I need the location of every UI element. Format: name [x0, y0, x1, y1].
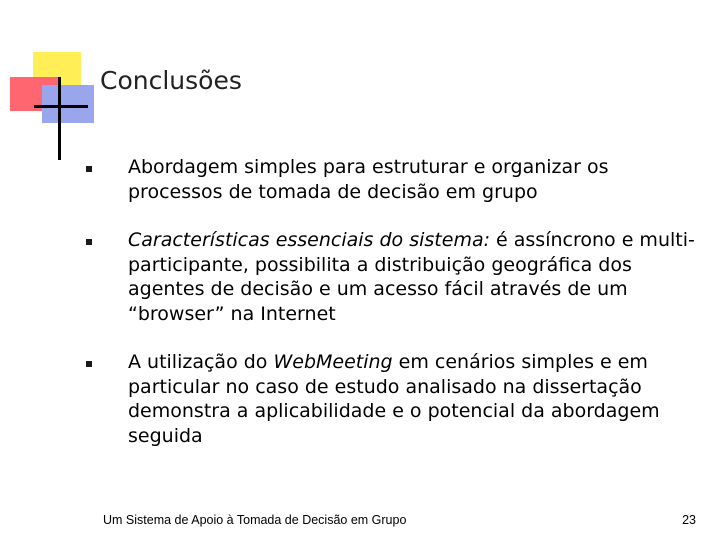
page-number: 23	[682, 513, 696, 527]
bullet-text: é assíncrono e multi-participante, possibilita a distribuição geográfica dos agentes de decisão e um acesso fácil através de um “browser” na Internet	[128, 229, 695, 325]
slide-title: Conclusões	[100, 66, 242, 95]
decor-horizontal-line	[34, 105, 88, 108]
bullet-item	[84, 155, 704, 204]
bullet-italic-text: Características essenciais do sistema:	[128, 229, 490, 251]
square-bullet-icon	[86, 239, 92, 245]
bullet-list	[84, 155, 704, 472]
bullet-item	[84, 350, 704, 448]
square-bullet-icon	[86, 166, 92, 172]
bullet-text-after: em cenários simples e em particular no caso de estudo analisado na dissertação demonstra a aplicabilidade e o potencial da abordagem seguida	[128, 351, 660, 447]
bullet-text: Abordagem simples para estruturar e organizar os processos de tomada de decisão em grupo	[128, 156, 609, 203]
bullet-italic-text: WebMeeting	[273, 351, 393, 373]
decor-vertical-line	[58, 77, 61, 160]
decor-blue-square	[42, 85, 94, 123]
square-bullet-icon	[86, 361, 92, 367]
footer-text: Um Sistema de Apoio à Tomada de Decisão em Grupo	[103, 513, 407, 527]
bullet-item	[84, 228, 704, 326]
bullet-text-before: A utilização do	[128, 351, 274, 373]
